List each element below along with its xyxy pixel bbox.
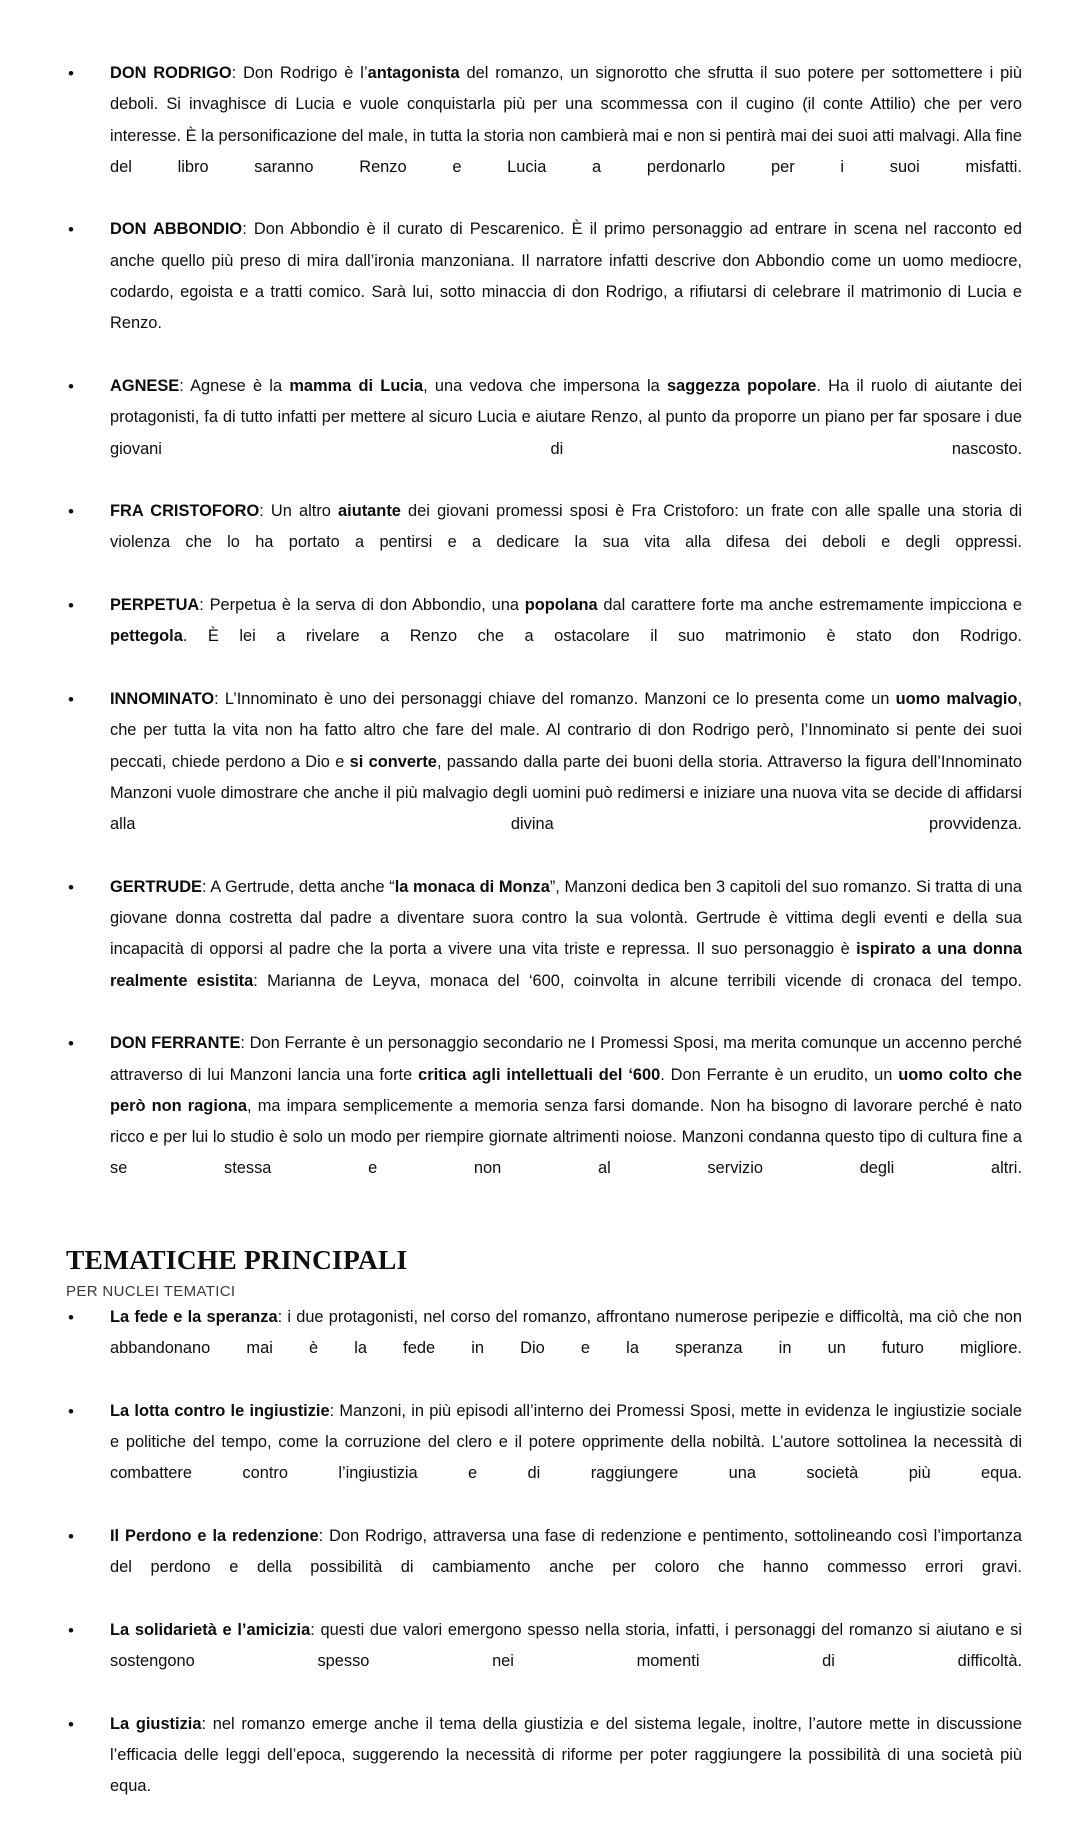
list-item-text-giustizia: La giustizia: nel romanzo emerge anche il tema della giustizia e del sistema legale, inoltre, l’autore mette in discussione l’efficacia delle leggi dell’epoca, suggerendo la necessità di riforme per poter raggiungere la possibilità di una società più equa. <box>110 1714 1022 1796</box>
list-item-text-lotta-ingiustizie: La lotta contro le ingiustizie: Manzoni, in più episodi all’interno dei Promessi Sposi, mette in evidenza le ingiustizie sociale e politiche del tempo, come la corruzione del clero e il potere opprimente della nobiltà. L’autore sottolinea la necessità di combattere contro l’ingiustizia e di raggiungere una società più equa. <box>110 1401 1022 1483</box>
characters-bullet-list <box>58 58 1022 1216</box>
bullet-icon: • <box>68 64 74 83</box>
list-item-text-innominato: INNOMINATO: L’Innominato è uno dei personaggi chiave del romanzo. Manzoni ce lo presenta come un uomo malvagio, che per tutta la vita non ha fatto altro che fare del male. Al contrario di don Rodrigo però, l’Innominato si pente dei suoi peccati, chiede perdono a Dio e si converte, passando dalla parte dei buoni della storia. Attraverso la figura dell’Innominato Manzoni vuole dimostrare che anche il più malvagio degli uomini può redimersi e iniziare una nuova vita se decide di affidarsi alla divina provvidenza. <box>110 689 1022 834</box>
bullet-icon: • <box>68 1620 74 1640</box>
page-title: TEMATICHE PRINCIPALI <box>66 1243 408 1275</box>
list-item <box>68 1302 1022 1396</box>
list-item <box>68 1028 1022 1216</box>
section-subtitle: PER NUCLEI TEMATICI <box>66 1282 236 1300</box>
list-item <box>68 214 1022 370</box>
list-item-text-gertrude: GERTRUDE: A Gertrude, detta anche “la monaca di Monza”, Manzoni dedica ben 3 capitoli del suo romanzo. Si tratta di una giovane donna costretta dal padre a diventare suora contro la sua volontà. Gertrude è vittima degli eventi e della sua incapacità di opporsi al padre che la porta a vivere una vita triste e repressa. Il suo personaggio è ispirato a una donna realmente esistita: Marianna de Leyva, monaca del ‘600, coinvolta in alcune terribili vicende di cronaca del tempo. <box>110 877 1023 990</box>
list-item-text-fede-speranza: La fede e la speranza: i due protagonisti, nel corso del romanzo, affrontano numerose peripezie e difficoltà, ma ciò che non abbandonano mai è la fede in Dio e la speranza in un futuro migliore. <box>110 1307 1022 1358</box>
list-item <box>68 1709 1022 1834</box>
bullet-icon: • <box>68 220 74 240</box>
bullet-icon: • <box>68 877 74 897</box>
list-item-text-don-ferrante: DON FERRANTE: Don Ferrante è un personaggio secondario ne I Promessi Sposi, ma merita comunque un accenno perché attraverso di lui Manzoni lancia una forte critica agli intellettuali del ‘600. Don Ferrante è un erudito, un uomo colto che però non ragiona, ma impara semplicemente a memoria senza farsi domande. Non ha bisogno di lavorare perché è nato ricco e per lui lo studio è solo un modo per riempire giornate altrimenti noiose. Manzoni condanna questo tipo di cultura fine a se stessa e non al servizio degli altri. <box>110 1034 1023 1178</box>
bullet-icon: • <box>68 1401 74 1421</box>
list-item <box>68 58 1022 214</box>
list-item <box>68 496 1022 590</box>
list-item <box>68 590 1022 684</box>
bullet-icon: • <box>68 689 74 709</box>
list-item-text-agnese: AGNESE: Agnese è la mamma di Lucia, una vedova che impersona la saggezza popolare. Ha il ruolo di aiutante dei protagonisti, fa di tutto infatti per mettere al sicuro Lucia e aiutare Renzo, al punto da proporre un piano per far sposare i due giovani di nascosto. <box>110 376 1023 458</box>
bullet-icon: • <box>68 1527 74 1547</box>
bullet-icon: • <box>68 376 74 396</box>
list-item <box>68 872 1022 1028</box>
bullet-icon: • <box>68 502 74 522</box>
list-item-text-don-rodrigo: DON RODRIGO: Don Rodrigo è l’antagonista del romanzo, un signorotto che sfrutta il suo potere per sottomettere i più deboli. Si invaghisce di Lucia e vuole conquistarla più per una scommessa con il cugino (il conte Attilio) che per vero interesse. È la personificazione del male, in tutta la storia non cambierà mai e non si pentirà mai dei suoi atti malvagi. Alla fine del libro saranno Renzo e Lucia a perdonarlo per i suoi misfatti. <box>110 64 1022 176</box>
bullet-icon: • <box>68 1307 74 1327</box>
list-item <box>68 684 1022 872</box>
list-item-text-don-abbondio: DON ABBONDIO: Don Abbondio è il curato di Pescarenico. È il primo personaggio ad entrare in scena nel racconto ed anche quello più preso di mira dall’ironia manzoniana. Il narratore infatti descrive don Abbondio come un uomo mediocre, codardo, egoista e a tratti comico. Sarà lui, sotto minaccia di don Rodrigo, a rifiutarsi di celebrare il matrimonio di Lucia e Renzo. <box>110 220 1022 333</box>
list-item <box>68 1396 1022 1521</box>
list-item <box>68 371 1022 496</box>
bullet-icon: • <box>68 1714 74 1734</box>
list-item <box>68 1521 1022 1615</box>
themes-bullet-list <box>58 1302 1022 1834</box>
list-item-text-perdono-redenzione: Il Perdono e la redenzione: Don Rodrigo, attraversa una fase di redenzione e pentimento, sottolineando così l’importanza del perdono e della possibilità di cambiamento anche per coloro che hanno commesso errori gravi. <box>110 1527 1023 1577</box>
bullet-icon: • <box>68 1034 74 1054</box>
list-item-text-solidarieta-amicizia: La solidarietà e l’amicizia: questi due valori emergono spesso nella storia, infatti, i personaggi del romanzo si aiutano e si sostengono spesso nei momenti di difficoltà. <box>110 1620 1022 1671</box>
bullet-icon: • <box>68 596 74 616</box>
list-item-text-fra-cristoforo: FRA CRISTOFORO: Un altro aiutante dei giovani promessi sposi è Fra Cristoforo: un frate con alle spalle una storia di violenza che lo ha portato a pentirsi e a dedicare la sua vita alla difesa dei deboli e degli oppressi. <box>110 502 1022 552</box>
list-item-text-perpetua: PERPETUA: Perpetua è la serva di don Abbondio, una popolana dal carattere forte ma anche estremamente impicciona e pettegola. È lei a rivelare a Renzo che a ostacolare il suo matrimonio è stato don Rodrigo. <box>110 596 1022 646</box>
list-item <box>68 1615 1022 1709</box>
